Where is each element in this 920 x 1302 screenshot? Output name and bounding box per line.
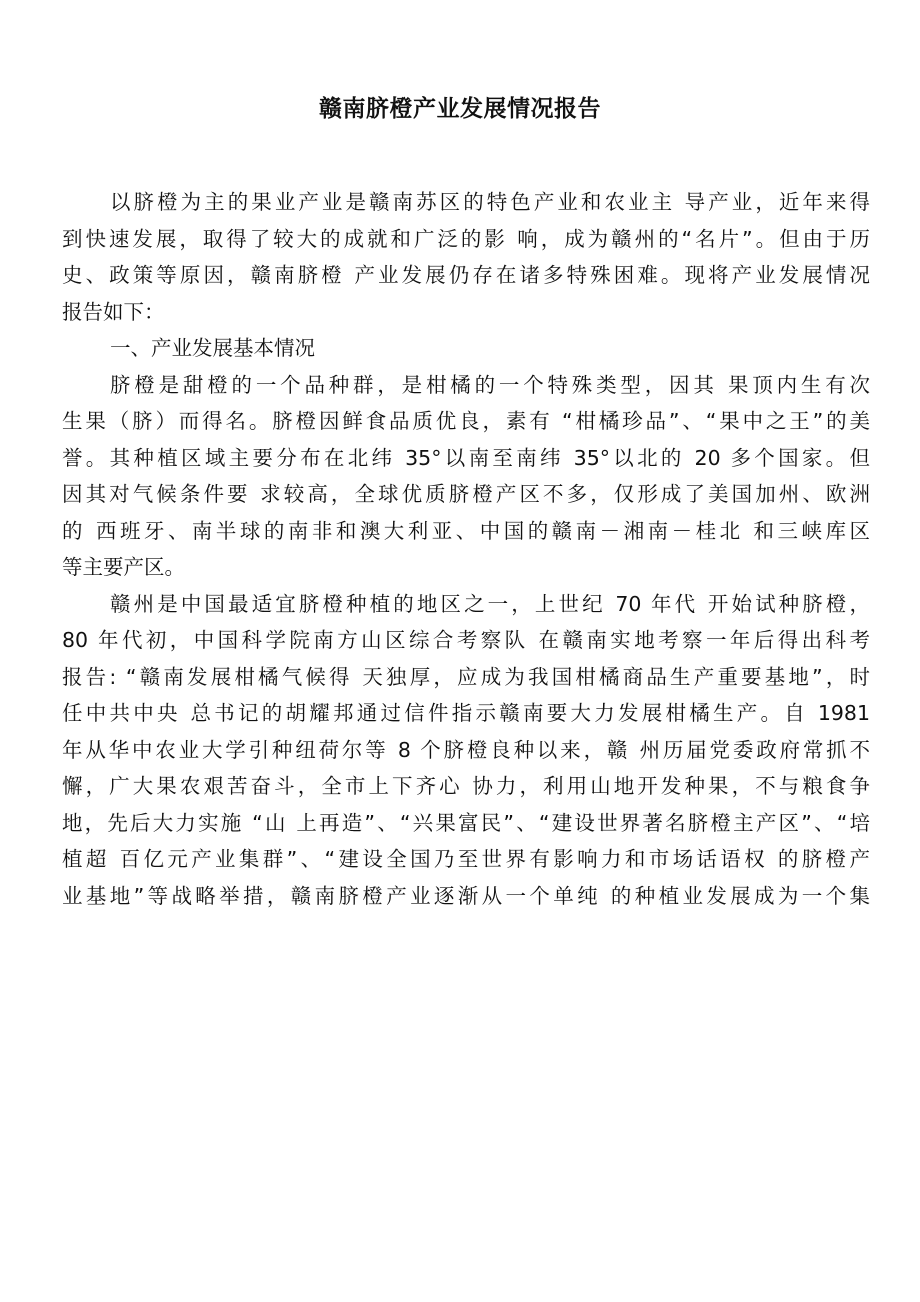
paragraph-line: 到快速发展，取得了较大的成就和广泛的影 响，成为赣州的“名片”。但由于历 — [62, 226, 870, 251]
paragraph-intro — [62, 184, 870, 330]
paragraph-line: 生果（脐）而得名。脐橙因鲜食品质优良，素有 “柑橘珍品”、“果中之王”的美 — [62, 409, 870, 433]
paragraph-line: 地，先后大力实施 “山 上再造”、“兴果富民”、“建设世界著名脐橙主产区”、“培 — [62, 810, 870, 835]
paragraph-ganzhou — [62, 586, 870, 915]
document-title: 赣南脐橙产业发展情况报告 — [319, 96, 601, 122]
paragraph-line: 任中共中央 总书记的胡耀邦通过信件指示赣南要大力发展柑橘生产。自 1981 — [62, 701, 870, 725]
paragraph-line: 因其对气候条件要 求较高，全球优质脐橙产区不多，仅形成了美国加州、欧洲 — [62, 482, 870, 506]
paragraph-line: 植超 百亿元产业集群”、“建设全国乃至世界有影响力和市场话语权 的脐橙产 — [62, 847, 870, 871]
paragraph-line: 报告: “赣南发展柑橘气候得 天独厚，应成为我国柑橘商品生产重要基地”，时 — [62, 664, 870, 689]
paragraph-line: 报告如下： — [62, 299, 165, 324]
paragraph-line: 80 年代初，中国科学院南方山区综合考察队 在赣南实地考察一年后得出科考 — [62, 628, 870, 652]
paragraph-line: 等主要产区。 — [62, 555, 185, 579]
document-body — [62, 184, 870, 914]
paragraph-line: 赣州是中国最适宜脐橙种植的地区之一，上世纪 70 年代 开始试种脐橙， — [110, 591, 870, 616]
paragraph-line: 懈，广大果农艰苦奋斗，全市上下齐心 协力，利用山地开发种果，不与粮食争 — [62, 774, 870, 798]
paragraph-line: 史、政策等原因，赣南脐橙 产业发展仍存在诸多特殊困难。现将产业发展情况 — [62, 263, 870, 287]
paragraph-line: 以脐橙为主的果业产业是赣南苏区的特色产业和农业主 导产业，近年来得 — [110, 190, 870, 214]
paragraph-line: 誉。其种植区域主要分布在北纬 35°以南至南纬 35°以北的 20 多个国家。但 — [62, 445, 870, 470]
paragraph-line: 脐橙是甜橙的一个品种群，是柑橘的一个特殊类型，因其 果顶内生有次 — [110, 372, 870, 397]
paragraph-line: 的 西班牙、南半球的南非和澳大利亚、中国的赣南－湘南－桂北 和三峡库区 — [62, 518, 870, 543]
paragraph-line: 年从华中农业大学引种纽荷尔等 8 个脐橙良种以来，赣 州历届党委政府常抓不 — [62, 737, 870, 762]
paragraph-navel-orange — [62, 367, 870, 586]
section-heading: 一、产业发展基本情况 — [110, 336, 315, 360]
paragraph-line: 业基地”等战略举措，赣南脐橙产业逐渐从一个单纯 的种植业发展成为一个集 — [62, 883, 870, 908]
